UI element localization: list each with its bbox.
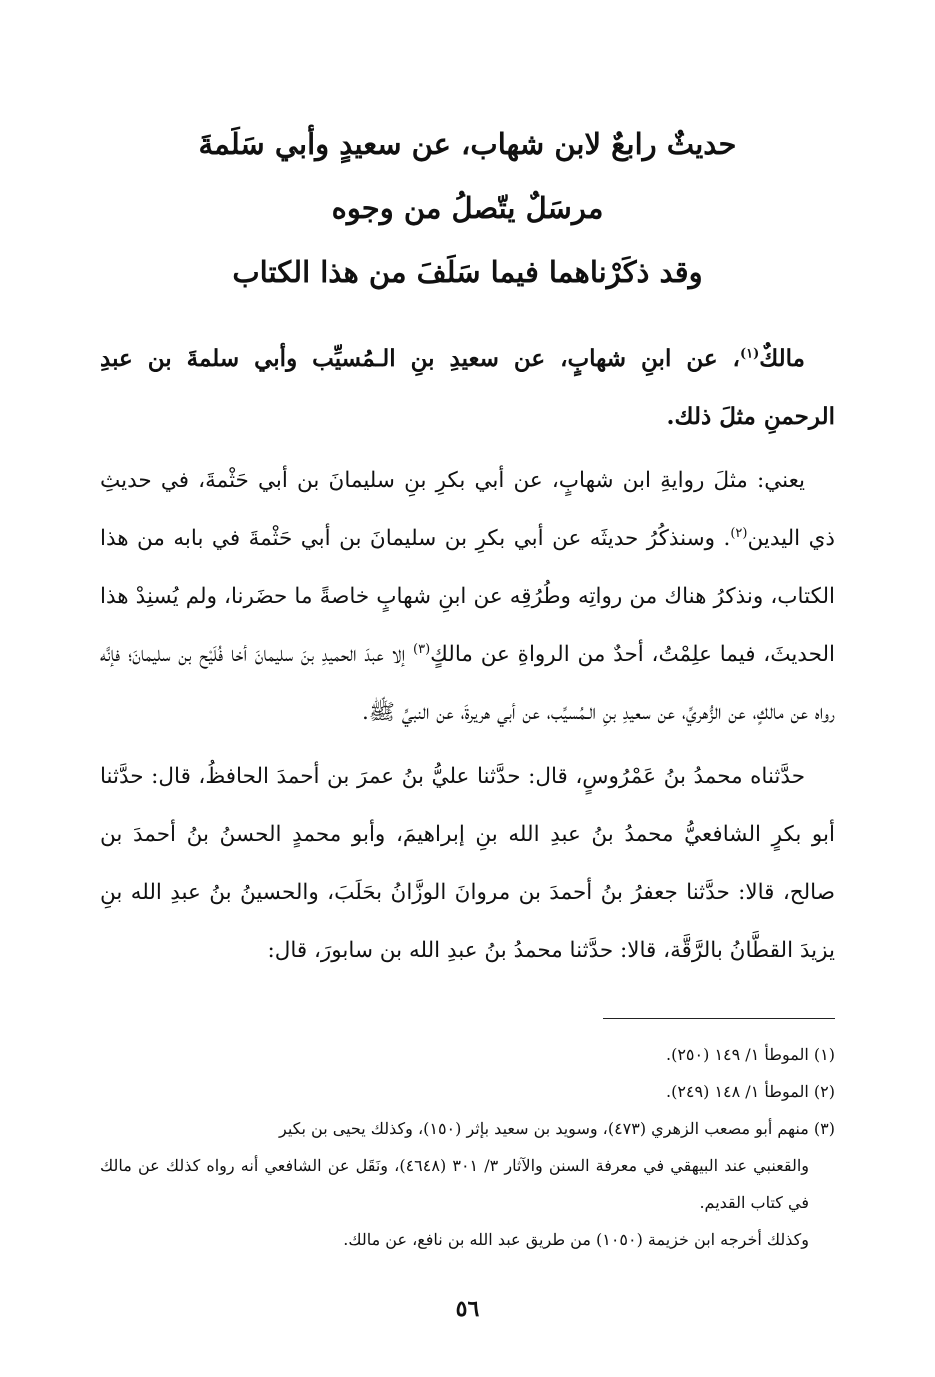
heading-line-2: مرسَلٌ يتّصلُ من وجوه xyxy=(331,191,604,225)
paragraph-text: يعني: مثلَ روايةِ ابن شهابٍ، عن أبي بكرِ بنِ سليمانَ بن أبي حَثْمةَ، في حديثِ ذي اليدين xyxy=(100,468,835,551)
footnote-3: (٣) منهم أبو مصعب الزهري (٤٧٣)، وسويد بن سعيد بإثر (١٥٠)، وكذلك يحيى بن بكير xyxy=(278,1119,835,1138)
paragraph-commentary xyxy=(100,452,835,742)
page-number: ٥٦ xyxy=(455,1296,480,1322)
heading-line-1: حديثٌ رابعٌ لابن شهاب، عن سعيدٍ وأبي سَلَمةَ xyxy=(198,127,737,161)
footnote-3-addition: وكذلك أخرجه ابن خزيمة (١٠٥٠) من طريق عبد الله بن نافع، عن مالك. xyxy=(343,1230,809,1249)
footnote-ref-2: (٢) xyxy=(730,525,748,541)
narrator-name: مالكٌ xyxy=(759,345,805,372)
footnotes xyxy=(100,1036,835,1258)
footnote-separator xyxy=(603,1018,835,1019)
footnote-2: (٢) الموطأ ١/ ١٤٨ (٢٤٩). xyxy=(666,1082,835,1101)
footnote-ref-3: (٣) xyxy=(413,641,431,657)
paragraph-text: إلا عبدَ الحميدِ بنَ سليمانَ أخا فُلَيْح بن سليمانَ؛ فإنَّه رواه عن مالكٍ، عن الزُّهريِّ، عن سعيدِ بنِ الـمُسيِّب، عن أبي هريرةَ، عن النبيِّ ﷺ. xyxy=(100,642,835,725)
footnote-3-continued: والقعنبي عند البيهقي في معرفة السنن والآثار ٣/ ٣٠١ (٤٦٤٨)، ونَقَل عن الشافعي أنه رواه كذلك عن مالك في كتاب القديم. xyxy=(100,1156,810,1212)
chapter-heading xyxy=(90,112,845,304)
paragraph-text: . وسنذكُرُ حديثَه عن أبي بكرِ بن سليمانَ بن أبي حَثْمةَ في بابه من هذا الكتاب، ونذكرُ هناك من رواتِه وطُرُقِه عن ابنِ شهابٍ خاصةً ما حضَرنا، ولم يُسنِدْ هذا الحديثَ، فيما علِمْتُ، أحدٌ من الرواةِ عن مالكٍ xyxy=(100,526,835,667)
footnote-ref-1: (١) xyxy=(739,346,760,362)
paragraph-hadith xyxy=(100,330,835,446)
heading-line-3: وقد ذكَرْناهما فيما سَلَفَ من هذا الكتاب xyxy=(232,255,703,289)
paragraph-isnad: حدَّثناه محمدُ بنُ عَمْرُوسٍ، قال: حدَّثنا عليُّ بنُ عمرَ بن أحمدَ الحافظُ، قال: حدَّثنا أبو بكرٍ الشافعيُّ محمدُ بنُ عبدِ الله بنِ إبراهيمَ، وأبو محمدٍ الحسنُ بنُ أحمدَ بن صالح، قالا: حدَّثنا جعفرُ بنُ أحمدَ بن مروانَ الوزَّانُ بحَلَبَ، والحسينُ بنُ عبدِ الله بنِ يزيدَ القطَّانُ بالرَّقَّة، قالا: حدَّثنا محمدُ بنُ عبدِ الله بن سابورَ، قال: xyxy=(100,764,835,963)
main-text xyxy=(100,330,835,986)
paragraph-text: ، عن ابنِ شهابٍ، عن سعيدِ بنِ الـمُسيِّب وأبي سلمةَ بن عبدِ الرحمنِ مثلَ ذلك. xyxy=(100,345,835,430)
footnote-1: (١) الموطأ ١/ ١٤٩ (٢٥٠). xyxy=(666,1045,835,1064)
